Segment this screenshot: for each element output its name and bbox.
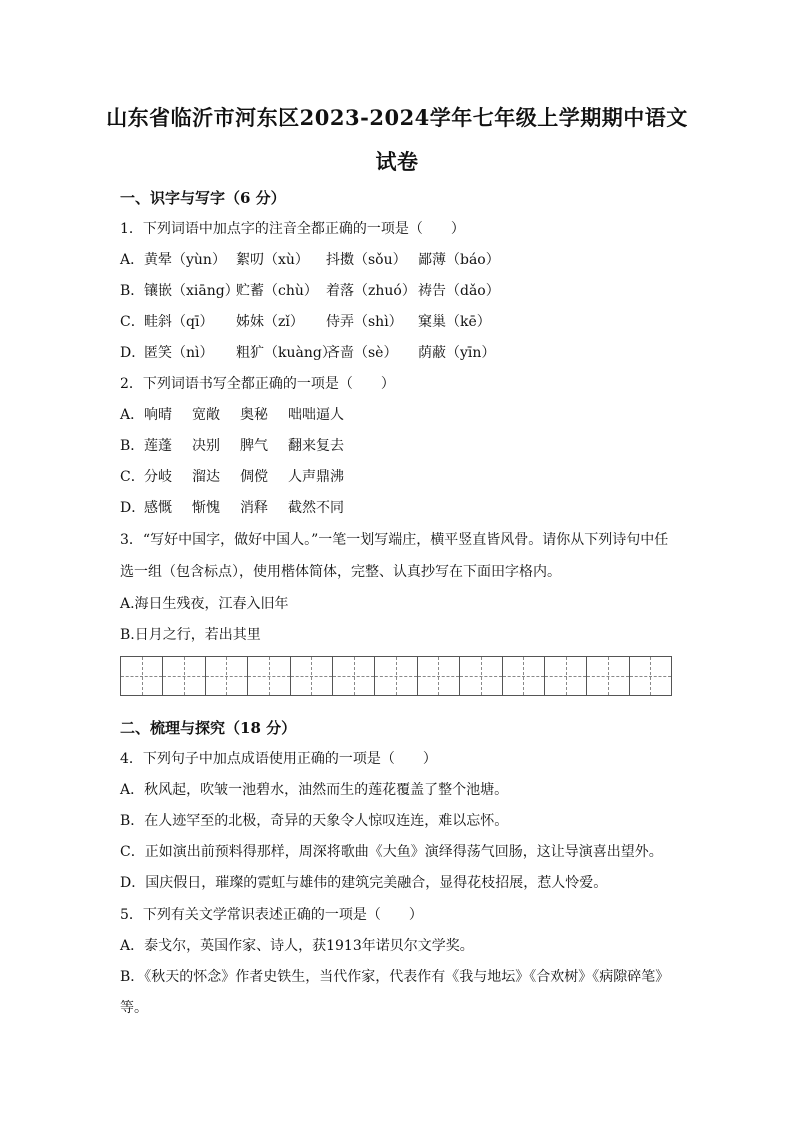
- q4-option-a: A．秋风起，吹皱一池碧水，油然而生的莲花覆盖了整个池塘。: [120, 782, 509, 798]
- q2-option-b: [120, 435, 344, 455]
- q5-option-a: A．泰戈尔，英国作家、诗人，获1913年诺贝尔文学奖。: [120, 938, 474, 954]
- q5-stem: 5．下列有关文学常识表述正确的一项是（ ）: [120, 907, 423, 923]
- option-item: 响晴: [144, 407, 172, 423]
- option-item: 宽敞: [192, 407, 220, 423]
- option-item: 决别: [192, 438, 220, 454]
- grid-cell[interactable]: [587, 657, 629, 695]
- q2-option-d: [120, 497, 344, 517]
- q2-stem: 2．下列词语书写全都正确的一项是（ ）: [120, 376, 395, 392]
- section2-heading: 二、梳理与探究（18 分）: [120, 719, 297, 737]
- q1-stem: 1．下列词语中加点字的注音全都正确的一项是（ ）: [120, 221, 465, 237]
- grid-cell[interactable]: [503, 657, 545, 695]
- option-item: 镶嵌（xiāng）: [144, 283, 239, 299]
- q4-option-c: C．正如演出前预料得那样，周深将歌曲《大鱼》演绎得荡气回肠，这让导演喜出望外。: [120, 844, 663, 860]
- option-item: 脾气: [240, 438, 268, 454]
- option-item: 感慨: [144, 500, 172, 516]
- option-item: 莲蓬: [144, 438, 172, 454]
- option-label: C．: [120, 469, 145, 485]
- q3-choice-b: B.日月之行，若出其里: [120, 627, 261, 643]
- q5-option-b-line1: B．《秋天的怀念》作者史铁生，当代作家，代表作有《我与地坛》《合欢树》《病隙碎笔》: [120, 969, 670, 985]
- option-item: 窠巢（kē）: [418, 314, 491, 330]
- grid-cell[interactable]: [630, 657, 671, 695]
- option-item: 分岐: [144, 469, 172, 485]
- q1-option-b: [120, 280, 500, 300]
- grid-cell[interactable]: [291, 657, 333, 695]
- option-item: 匿笑（nì）: [144, 345, 214, 361]
- q4-stem: 4．下列句子中加点成语使用正确的一项是（ ）: [120, 751, 437, 767]
- q1-option-d: [120, 342, 495, 362]
- option-item: 截然不同: [288, 500, 344, 516]
- option-item: 惭愧: [192, 500, 220, 516]
- option-item: 吝啬（sè）: [326, 345, 398, 361]
- exam-title-line1: 山东省临沂市河东区2023-2024学年七年级上学期期中语文: [106, 105, 688, 130]
- grid-cell[interactable]: [460, 657, 502, 695]
- option-item: 着落（zhuó）: [326, 283, 416, 299]
- q3-stem-line2: 选一组（包含标点），使用楷体简体，完整、认真抄写在下面田字格内。: [120, 564, 561, 580]
- option-label: D．: [120, 500, 146, 516]
- option-item: 溜达: [192, 469, 220, 485]
- option-item: 荫蔽（yīn）: [418, 345, 496, 361]
- option-item: 倜傥: [240, 469, 268, 485]
- option-item: 粗犷（kuàng）: [236, 345, 336, 361]
- grid-cell[interactable]: [418, 657, 460, 695]
- option-label: B．: [120, 283, 145, 299]
- q3-choice-a: A.海日生残夜，江春入旧年: [120, 596, 289, 612]
- option-item: 絮叨（xù）: [236, 252, 309, 268]
- option-label: A．: [120, 407, 145, 423]
- option-item: 奥秘: [240, 407, 268, 423]
- q2-option-c: [120, 466, 344, 486]
- grid-cell[interactable]: [121, 657, 163, 695]
- option-item: 侍弄（shì）: [326, 314, 403, 330]
- section1-heading: 一、识字与写字（6 分）: [120, 189, 286, 207]
- option-item: 人声鼎沸: [288, 469, 344, 485]
- option-item: 鄙薄（báo）: [418, 252, 500, 268]
- option-label: A．: [120, 252, 145, 268]
- option-label: C．: [120, 314, 145, 330]
- grid-cell[interactable]: [333, 657, 375, 695]
- q2-option-a: [120, 404, 344, 424]
- q4-option-b: B．在人迹罕至的北极，奇异的天象令人惊叹连连，难以忘怀。: [120, 813, 509, 829]
- grid-cell[interactable]: [375, 657, 417, 695]
- grid-cell[interactable]: [248, 657, 290, 695]
- q4-option-d: D．国庆假日，璀璨的霓虹与雄伟的建筑完美融合，显得花枝招展，惹人怜爱。: [120, 875, 608, 891]
- grid-cell[interactable]: [206, 657, 248, 695]
- tianzige-writing-grid[interactable]: [120, 656, 672, 696]
- q5-option-b-line2: 等。: [120, 1000, 148, 1016]
- exam-title-line2: 试卷: [375, 149, 419, 174]
- grid-cell[interactable]: [545, 657, 587, 695]
- option-item: 咄咄逼人: [288, 407, 344, 423]
- option-item: 畦斜（qī）: [144, 314, 214, 330]
- q1-option-c: [120, 311, 491, 331]
- q3-stem-line1: 3．“写好中国字，做好中国人。”一笔一划写端庄，横平竖直皆风骨。请你从下列诗句中任: [120, 532, 669, 548]
- q1-option-a: [120, 249, 500, 269]
- option-item: 抖擞（sǒu）: [326, 252, 407, 268]
- grid-cell[interactable]: [163, 657, 205, 695]
- option-label: D．: [120, 345, 146, 361]
- option-item: 翻来复去: [288, 438, 344, 454]
- option-item: 姊妹（zǐ）: [236, 314, 304, 330]
- option-item: 祷告（dǎo）: [418, 283, 500, 299]
- option-item: 消释: [240, 500, 268, 516]
- option-item: 贮蓄（chù）: [236, 283, 318, 299]
- option-item: 黄晕（yùn）: [144, 252, 226, 268]
- option-label: B．: [120, 438, 145, 454]
